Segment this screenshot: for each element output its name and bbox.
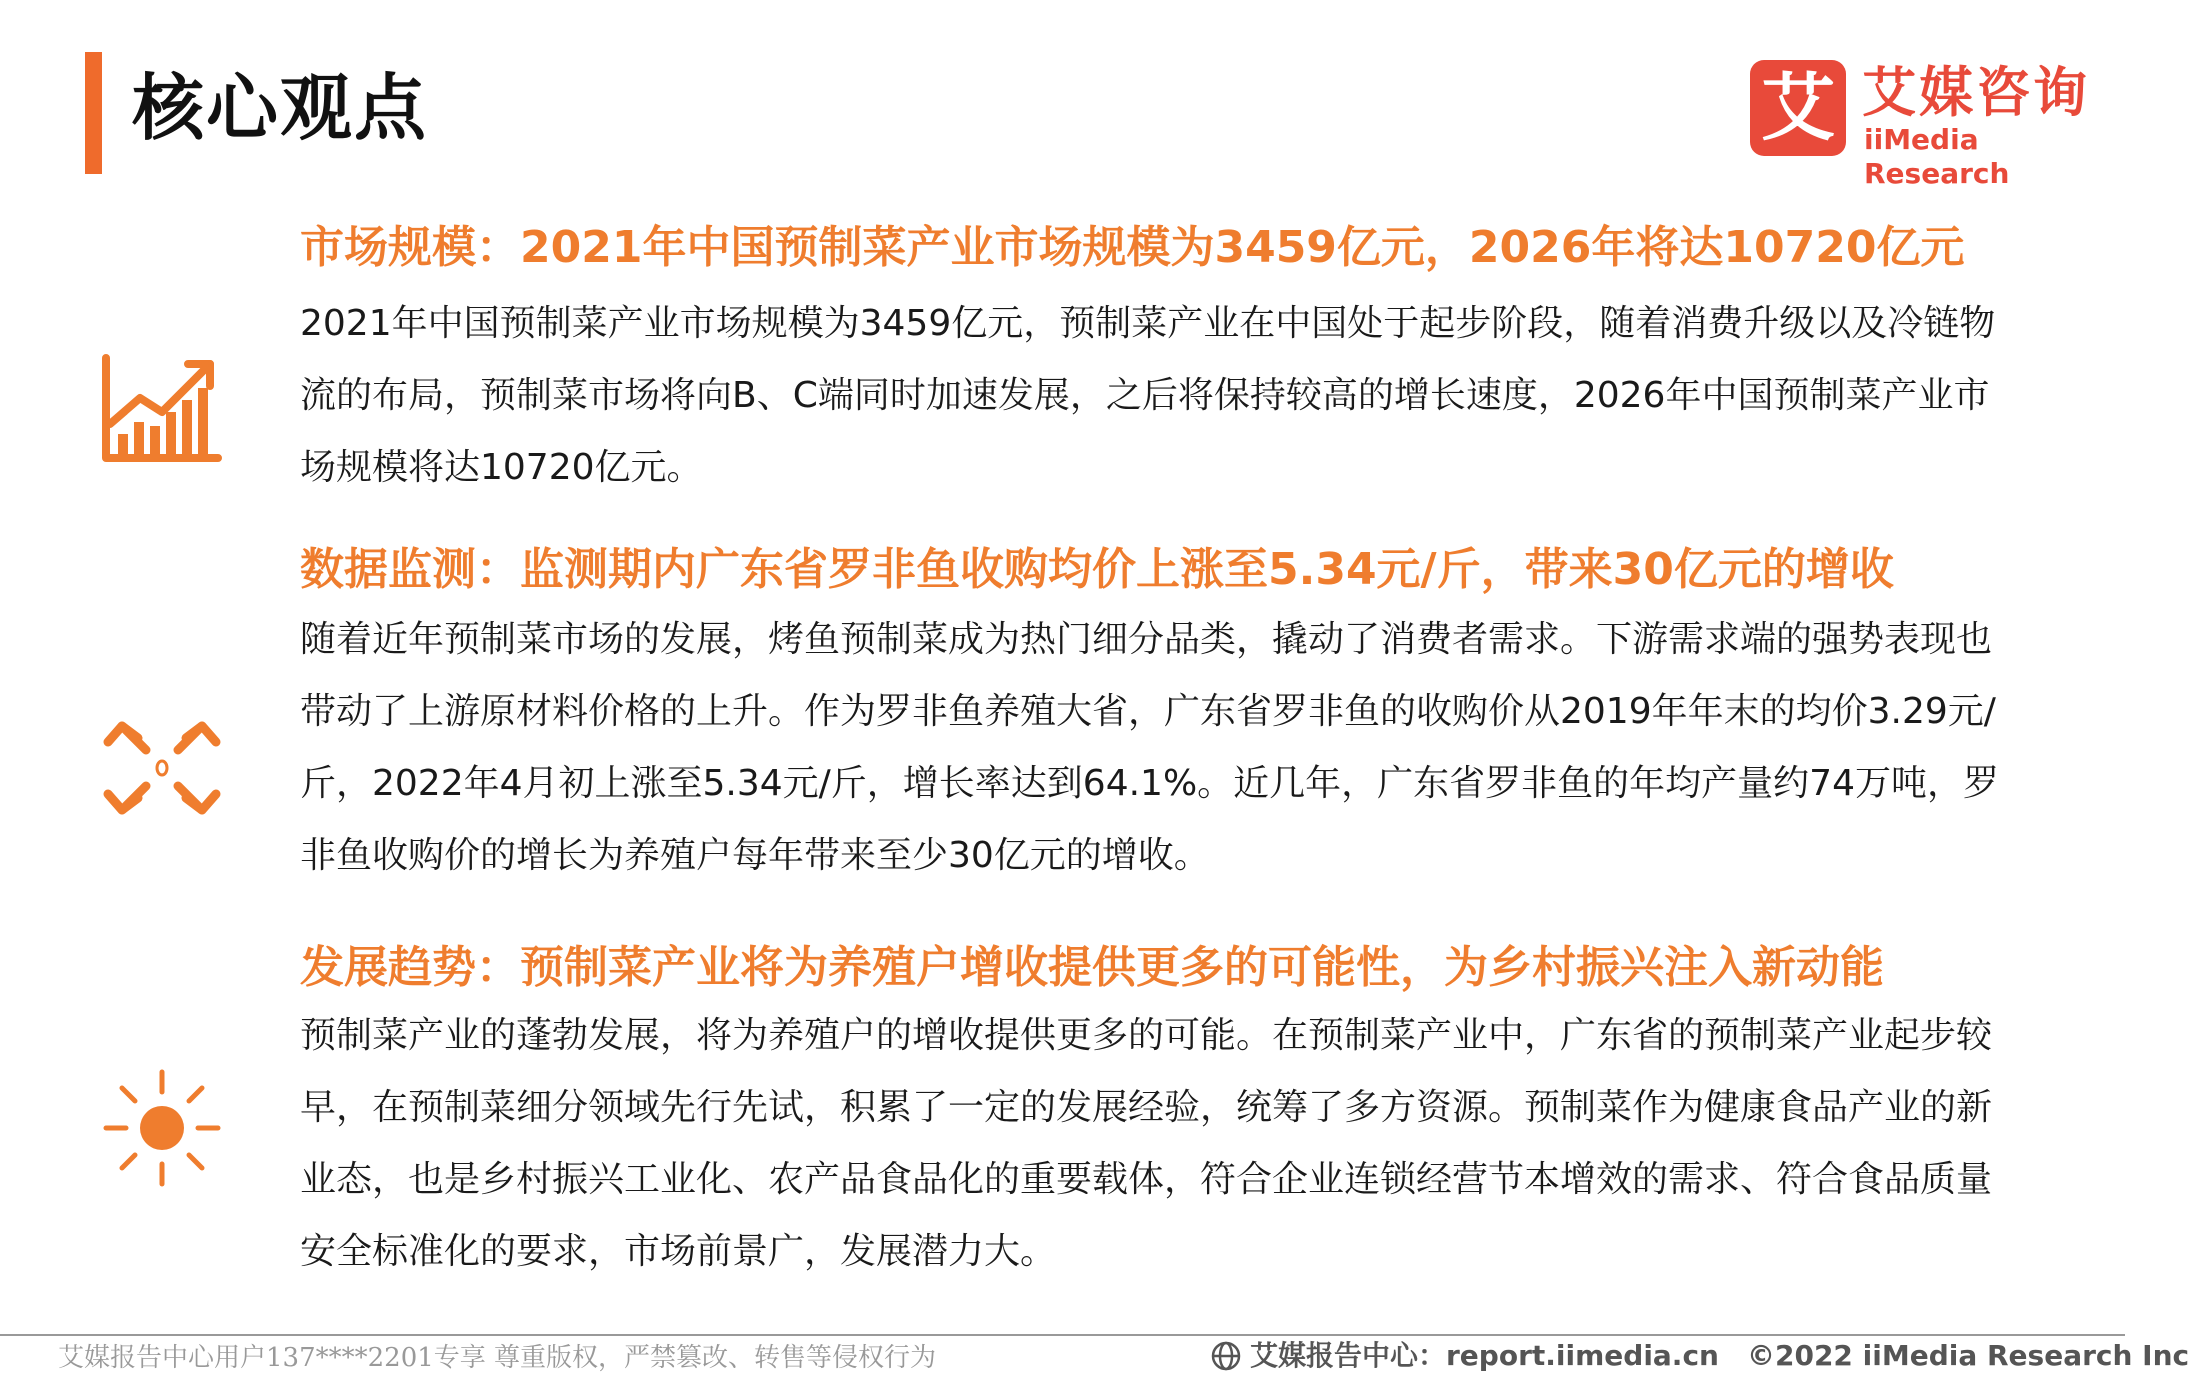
section-development-trend [300, 938, 2000, 1288]
section-body: 预制菜产业的蓬勃发展，将为养殖户的增收提供更多的可能。在预制菜产业中，广东省的预制菜产业起步较早，在预制菜细分领域先行先试，积累了一定的发展经验，统筹了多方资源。预制菜作为健康食品产业的新业态，也是乡村振兴工业化、农产品食品化的重要载体，符合企业连锁经营节本增效的需求、符合食品质量安全标准化的要求，市场前景广，发展潜力大。 [300, 1015, 1993, 1272]
section-data-monitoring [300, 540, 2000, 892]
section-heading: 市场规模：2021年中国预制菜产业市场规模为3459亿元，2026年将达10720亿元 [300, 222, 1965, 273]
section-market-size [300, 218, 2000, 504]
brand-logo-mark: 艾 [1750, 60, 1846, 156]
brand-name-en: iiMedia Research [1864, 123, 2010, 190]
footer-site-info [1210, 1338, 2189, 1374]
section-heading: 发展趋势：预制菜产业将为养殖户增收提供更多的可能性，为乡村振兴注入新动能 [300, 942, 1884, 993]
footer-site-link[interactable]: 艾媒报告中心：report.iimedia.cn [1250, 1339, 1719, 1372]
bar-chart-growth-icon [100, 352, 224, 464]
footer-copyright: ©2022 iiMedia Research Inc [1746, 1339, 2189, 1372]
section-body: 2021年中国预制菜产业市场规模为3459亿元，预制菜产业在中国处于起步阶段，随着消费升级以及冷链物流的布局，预制菜市场将向B、C端同时加速发展，之后将保持较高的增长速度，2026年中国预制菜产业市场规模将达10720亿元。 [300, 303, 1996, 488]
brand-name-cn: 艾媒咨询 [1862, 61, 2090, 124]
page-title: 核心观点 [132, 66, 429, 150]
expand-arrows-icon [102, 712, 222, 824]
sun-icon [102, 1068, 222, 1188]
footer-watermark: 艾媒报告中心用户137****2201专享 尊重版权，严禁篡改、转售等侵权行为 [58, 1343, 937, 1373]
section-body: 随着近年预制菜市场的发展，烤鱼预制菜成为热门细分品类，撬动了消费者需求。下游需求端的强势表现也带动了上游原材料价格的上升。作为罗非鱼养殖大省，广东省罗非鱼的收购价从2019年年末的均价3.29元/斤，2022年4月初上涨至5.34元/斤，增长率达到64.1%。近几年，广东省罗非鱼的年均产量约74万吨，罗非鱼收购价的增长为养殖户每年带来至少30亿元的增收。 [300, 619, 1999, 876]
section-heading: 数据监测：监测期内广东省罗非鱼收购均价上涨至5.34元/斤，带来30亿元的增收 [300, 544, 1894, 595]
globe-icon [1210, 1340, 1242, 1372]
title-accent-bar [85, 52, 102, 174]
footer-divider [0, 1334, 2125, 1336]
